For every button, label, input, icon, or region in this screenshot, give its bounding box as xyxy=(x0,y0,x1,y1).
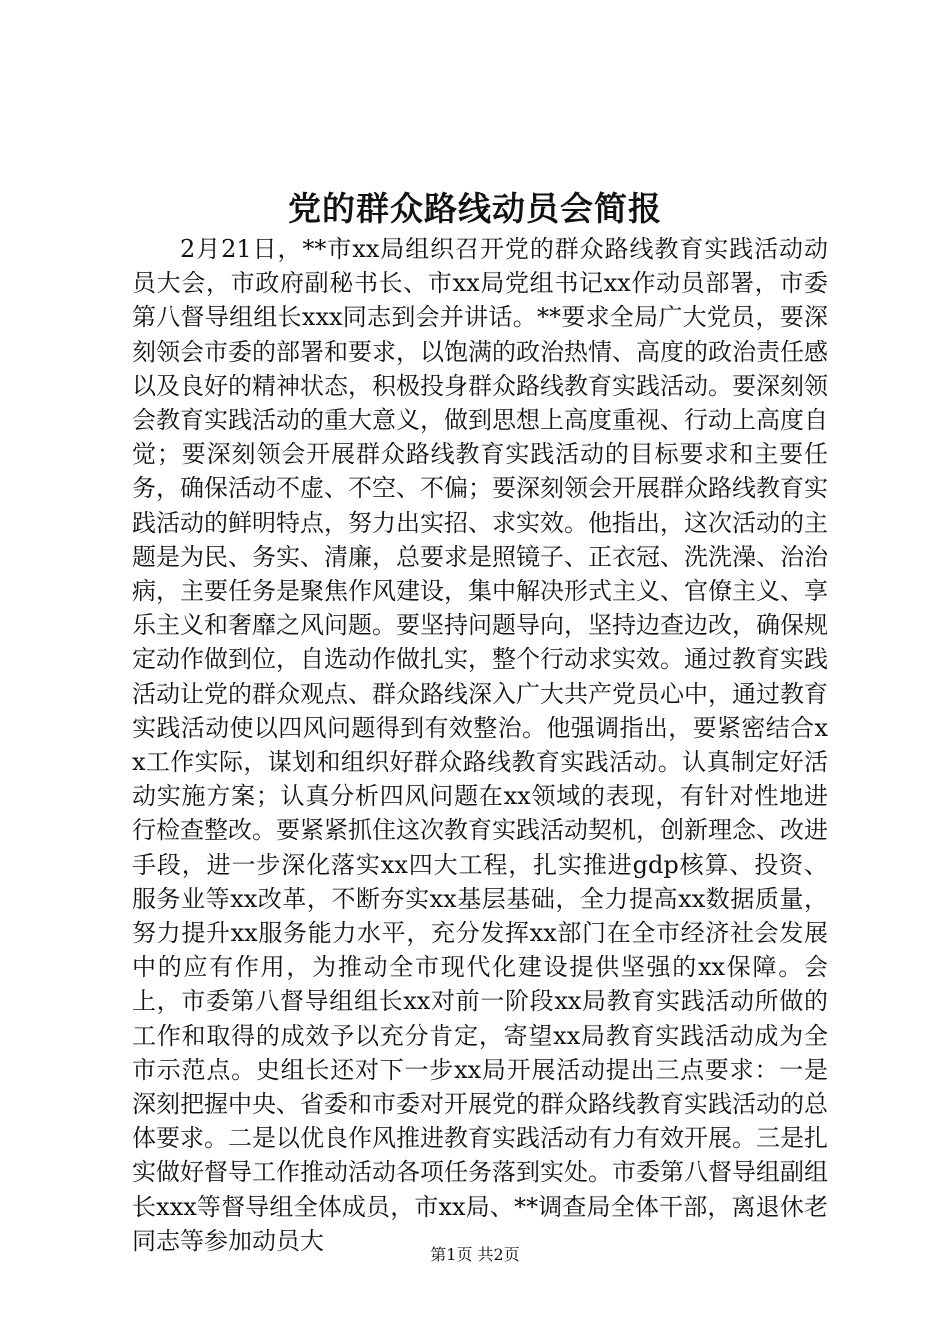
document-title: 党的群众路线动员会简报 xyxy=(288,189,662,228)
page-footer: 第1页 共2页 xyxy=(430,1245,520,1264)
body-paragraph: 2月21日，**市xx局组织召开党的群众路线教育实践活动动员大会，市政府副秘书长、市xx局党组书记xx作动员部署，市委第八督导组组长xxx同志到会并讲话。**要求全局广大党员，要深刻领会市委的部署和要求，以饱满的政治热情、高度的政治责任感以及良好的精神状态，积极投身群众路线教育实践活动。要深刻领会教育实践活动的重大意义，做到思想上高度重视、行动上高度自觉；要深刻领会开展群众路线教育实践活动的目标要求和主要任务，确保活动不虚、不空、不偏；要深刻领会开展群众路线教育实践活动的鲜明特点，努力出实招、求实效。他指出，这次活动的主题是为民、务实、清廉，总要求是照镜子、正衣冠、洗洗澡、治治病，主要任务是聚焦作风建设，集中解决形式主义、官僚主义、享乐主义和奢靡之风问题。要坚持问题导向，坚持边查边改，确保规定动作做到位，自选动作做扎实，整个行动求实效。通过教育实践活动让党的群众观点、群众路线深入广大共产党员心中，通过教育实践活动使以四风问题得到有效整治。他强调指出，要紧密结合xx工作实际，谋划和组织好群众路线教育实践活动。认真制定好活动实施方案；认真分析四风问题在xx领域的表现，有针对性地进行检查整改。要紧紧抓住这次教育实践活动契机，创新理念、改进手段，进一步深化落实xx四大工程，扎实推进gdp核算、投资、服务业等xx改革，不断夯实xx基层基础，全力提高xx数据质量，努力提升xx服务能力水平，充分发挥xx部门在全市经济社会发展中的应有作用，为推动全市现代化建设提供坚强的xx保障。会上，市委第八督导组组长xx对前一阶段xx局教育实践活动所做的工作和取得的成效予以充分肯定，寄望xx局教育实践活动成为全市示范点。史组长还对下一步xx局开展活动提出三点要求：一是深刻把握中央、省委和市委对开展党的群众路线教育实践活动的总体要求。二是以优良作风推进教育实践活动有力有效开展。三是扎实做好督导工作推动活动各项任务落到实处。市委第八督导组副组长xxx等督导组全体成员，市xx局、**调查局全体干部，离退休老同志等参加动员大 xyxy=(132,235,828,1255)
